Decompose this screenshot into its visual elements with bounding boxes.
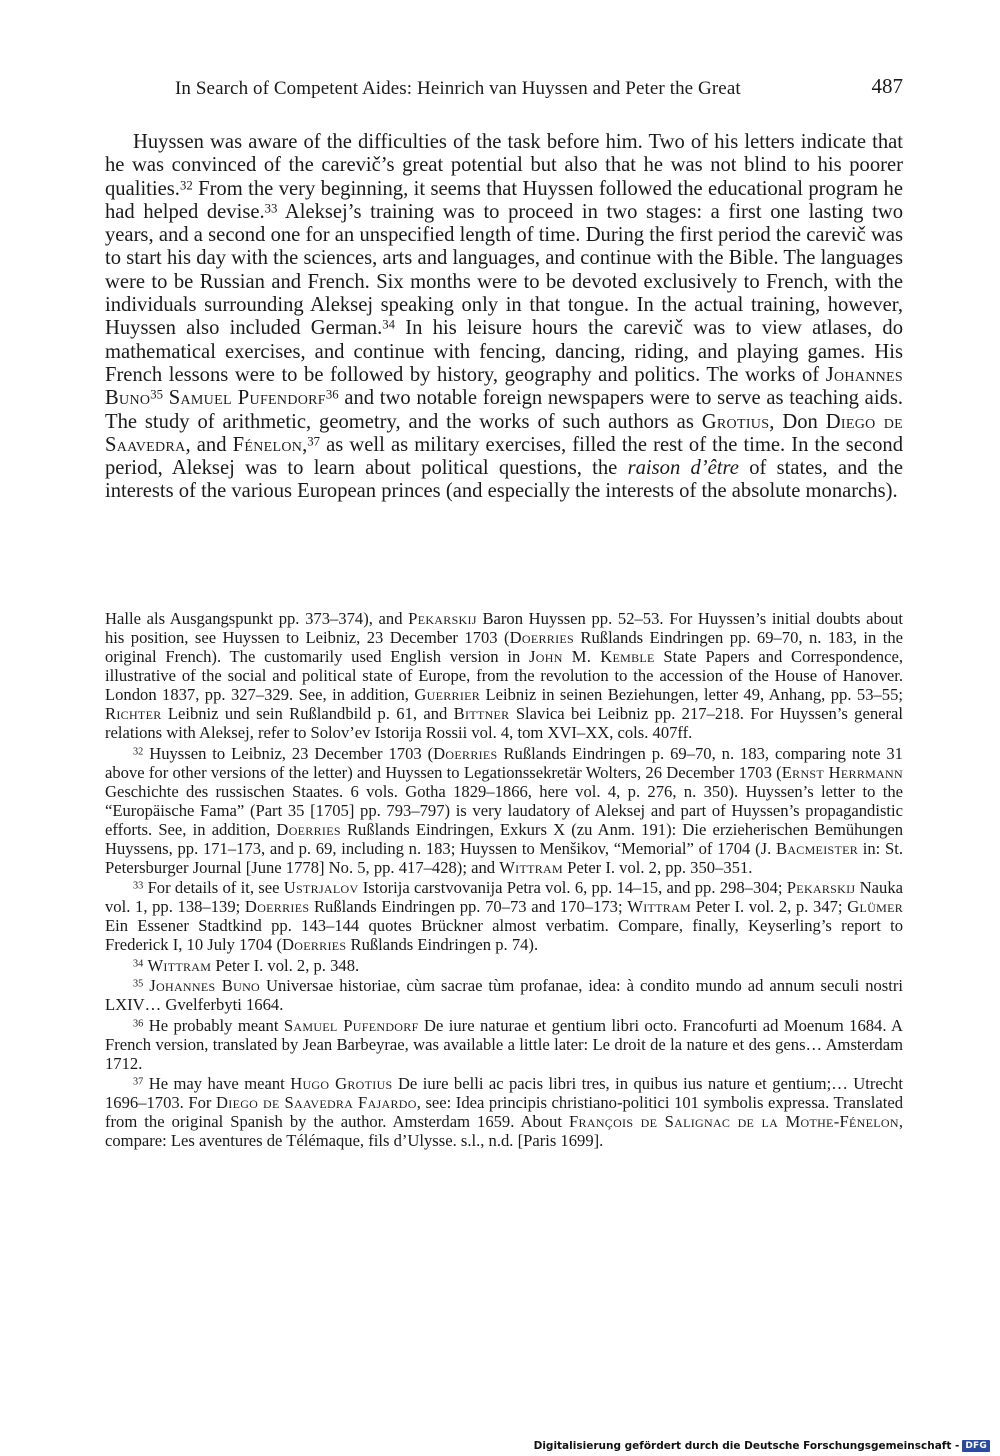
author-name: Diego de Saavedra Fajardo bbox=[216, 1093, 417, 1112]
text-run: Rußlands Eindringen p. 69–70, n. 183, comparing note 31 above for other versions of the letter) and Huyssen to Legationssekretär Wolters, 26 December 1703 ( bbox=[105, 743, 903, 782]
footnote-ref-34[interactable]: 34 bbox=[382, 317, 396, 332]
text-run: as well as military exercises, filled the rest of the time. In the second period, Aleksej was to learn about political questions, the bbox=[105, 433, 903, 480]
text-run: Peter I. vol. 2, p. 348. bbox=[211, 955, 360, 975]
text-run: He probably meant bbox=[143, 1015, 284, 1035]
text-run: Peter I. vol. 2, p. 347; bbox=[691, 897, 848, 916]
text-run: Geschichte des russischen Staates. 6 vols. Gotha 1829–1866, here vol. 4, p. 276, n. 350). Huyssen’s letter to the “Europäische Fama” (Part 35 [1705] pp. 793–797) is very laudatory of Aleksej and part of Huyssen’s propagandistic efforts. See, in addition, bbox=[105, 781, 903, 839]
author-name: Doerries bbox=[281, 935, 347, 954]
author-name: Doerries bbox=[433, 743, 498, 763]
author-name: Ustrjalov bbox=[283, 878, 359, 897]
author-name: Samuel Pufendorf bbox=[168, 387, 326, 410]
text-run: Istorija carstvovanija Petra vol. 6, pp. 14–15, and pp. 298–304; bbox=[358, 878, 787, 897]
author-name: Wittram bbox=[147, 955, 212, 975]
author-name: Fénelon bbox=[232, 433, 303, 456]
footnote-31-continued bbox=[105, 609, 903, 742]
author-name: Pekarskij bbox=[408, 609, 477, 628]
author-name: Richter bbox=[105, 704, 162, 723]
author-name: Doerries bbox=[244, 897, 310, 916]
footnote-number: 32 bbox=[133, 745, 144, 757]
text-run: De iure naturae et gentium libri octo. Francofurti ad Moenum 1684. A French version, translated by Jean Barbeyrae, was available a little later: Le droit de la nature et des gens… Amsterdam 1712. bbox=[105, 1015, 903, 1073]
italic-phrase: raison d’être bbox=[627, 457, 739, 480]
page-number: 487 bbox=[871, 74, 903, 98]
text-run: , compare: Les aventures de Télémaque, fils d’Ulysse. s.l., n.d. [Paris 1699]. bbox=[105, 1112, 903, 1150]
text-run: Leibniz und sein Rußlandbild p. 61, and bbox=[161, 704, 454, 723]
text-run: State Papers and Correspondence, illustrative of the social and political state of Europe, from the revolution to the accession of the House of Hanover. London 1837, pp. 327–329. See, in addition, bbox=[105, 647, 903, 704]
digitization-footer bbox=[534, 1440, 990, 1452]
footnote-35 bbox=[105, 976, 903, 1014]
text-run: In his leisure hours the carevič was to view atlases, do mathematical exercises, and continue with fencing, dancing, riding, and playing games. His French lessons were to be followed by history, geography and politics. The works of bbox=[105, 317, 903, 386]
author-name: John M. Kemble bbox=[529, 647, 655, 666]
author-name: Glümer bbox=[847, 897, 904, 916]
text-run: , Don bbox=[769, 410, 826, 433]
footnote-33 bbox=[105, 878, 903, 954]
text-run: , and bbox=[185, 433, 233, 456]
author-name: Guerrier bbox=[414, 685, 481, 704]
footnotes bbox=[105, 609, 903, 1152]
text-run: Huyssen was aware of the difficulties of the task before him. Two of his letters indicate that he was convinced of the carevič’s great potential but also that he was not blind to his poorer qualities. bbox=[105, 131, 903, 200]
footnote-ref-32[interactable]: 32 bbox=[179, 177, 193, 192]
text-run: Baron Huyssen pp. 52–53. For Huyssen’s initial doubts about his position, see Huyssen to Leibniz, 23 December 1703 ( bbox=[105, 609, 903, 647]
footnote-number: 36 bbox=[133, 1017, 144, 1029]
footnote-32 bbox=[105, 744, 903, 877]
author-name: Grotius bbox=[701, 410, 770, 433]
funding-note: Digitalisierung gefördert durch die Deutsche Forschungsgemeinschaft - bbox=[533, 1440, 960, 1452]
main-text bbox=[105, 131, 903, 504]
text-run: Leibniz in seinen Beziehungen, letter 49, Anhang, pp. 53–55; bbox=[480, 685, 903, 704]
author-name: Bacmeister bbox=[775, 838, 859, 858]
author-name: Pekarskij bbox=[786, 878, 856, 897]
text-run: Rußlands Eindringen, Exkurs X (zu Anm. 191): Die erzieherischen Bemühungen Huyssens, pp. 171–173, and p. 69, including n. 183; Huyssen to Menšikov, “Memorial” of 1704 (J. bbox=[105, 819, 903, 858]
running-title: In Search of Competent Aides: Heinrich van Huyssen and Peter the Great bbox=[175, 78, 741, 99]
author-name: Doerries bbox=[509, 628, 574, 647]
text-run: Huyssen to Leibniz, 23 December 1703 ( bbox=[143, 743, 434, 763]
author-name: François de Salignac de la Mothe-Fénelon bbox=[569, 1112, 899, 1131]
author-name: Hugo Grotius bbox=[290, 1074, 393, 1093]
footnote-ref-35[interactable]: 35 bbox=[150, 387, 164, 402]
author-name: Samuel Pufendorf bbox=[283, 1015, 419, 1035]
footnote-number: 35 bbox=[133, 978, 144, 990]
footnote-number: 33 bbox=[133, 880, 144, 892]
text-run: in: St. Petersburger Journal [June 1778] No. 5, pp. 417–428); and bbox=[105, 838, 903, 877]
text-run: , bbox=[302, 433, 308, 456]
text-run: De iure belli ac pacis libri tres, in quibus ius nature et gentium;… Utrecht 1696–1703. For bbox=[105, 1074, 903, 1112]
author-name: Wittram bbox=[499, 857, 563, 877]
dfg-logo: DFG bbox=[962, 1440, 990, 1452]
footnote-ref-33[interactable]: 33 bbox=[264, 201, 278, 216]
text-run: For details of it, see bbox=[143, 878, 284, 897]
text-run: Peter I. vol. 2, pp. 350–351. bbox=[562, 857, 753, 877]
text-run: Rußlands Eindringen p. 74). bbox=[346, 935, 539, 954]
text-run: From the very beginning, it seems that Huyssen followed the educational program he had helped devise. bbox=[105, 177, 903, 223]
footnote-37 bbox=[105, 1074, 903, 1150]
body-paragraph bbox=[105, 131, 903, 504]
footnote-number: 34 bbox=[133, 957, 144, 969]
text-run: of states, and the interests of the various European princes (and especially the interests of the absolute monarchs). bbox=[105, 457, 903, 503]
text-run: Rußlands Eindringen pp. 69–70, n. 183, in the original French). The customarily used English version in bbox=[105, 628, 903, 666]
text-run: Slavica bei Leibniz pp. 217–218. For Huyssen’s general relations with Aleksej, refer to Solov’ev Istorija Rossii vol. 4, tom XVI–XX, cols. 407ff. bbox=[105, 704, 903, 742]
author-name: Bittner bbox=[453, 704, 510, 723]
text-run: , see: Idea principis christiano-politici 101 symbolis expressa. Translated from the original Spanish by the author. Amsterdam 1659. About bbox=[105, 1093, 903, 1131]
author-name: Wittram bbox=[627, 897, 692, 916]
author-name: Doerries bbox=[276, 819, 341, 839]
author-name: Johannes Buno bbox=[149, 976, 260, 995]
author-name: Ernst Herrmann bbox=[781, 762, 903, 782]
text-run: Halle als Ausgangspunkt pp. 373–374), and bbox=[105, 609, 409, 628]
author-name: Diego de Saavedra bbox=[105, 410, 903, 456]
footnote-ref-36[interactable]: 36 bbox=[325, 387, 339, 402]
author-name: Johannes Buno bbox=[105, 363, 903, 410]
footnote-36 bbox=[105, 1016, 903, 1073]
footnote-ref-37[interactable]: 37 bbox=[307, 434, 321, 449]
text-run: Universae historiae, cùm sacrae tùm profanae, idea: à condito mundo ad annum seculi nostri LXIV… Gvelferbyti 1664. bbox=[105, 976, 904, 1014]
text-run: Aleksej’s training was to proceed in two stages: a first one lasting two years, and a second one for an unspecified length of time. During the first period the carevič was to start his day with the sciences, arts and languages, and continue with the Bible. The languages were to be Russian and French. Six months were to be devoted exclusively to French, with the individuals surrounding Aleksej speaking only in that tongue. In the actual training, however, Huyssen also included German. bbox=[105, 200, 903, 340]
footnote-34 bbox=[105, 956, 903, 975]
footnote-number: 37 bbox=[133, 1076, 144, 1088]
page-header bbox=[175, 74, 903, 106]
text-run: He may have meant bbox=[143, 1074, 291, 1093]
text-run: Nauka vol. 1, pp. 138–139; bbox=[105, 878, 903, 916]
text-run: Ein Essener Stadtkind pp. 143–144 quotes Brückner almost verbatim. Compare, finally, Keyserling’s report to Frederick I, 10 July 1704 ( bbox=[105, 916, 903, 954]
text-run: Rußlands Eindringen pp. 70–73 and 170–173; bbox=[309, 897, 628, 916]
text-run: and two notable foreign newspapers were to serve as teaching aids. The study of arithmetic, geometry, and the works of such authors as bbox=[105, 387, 904, 433]
